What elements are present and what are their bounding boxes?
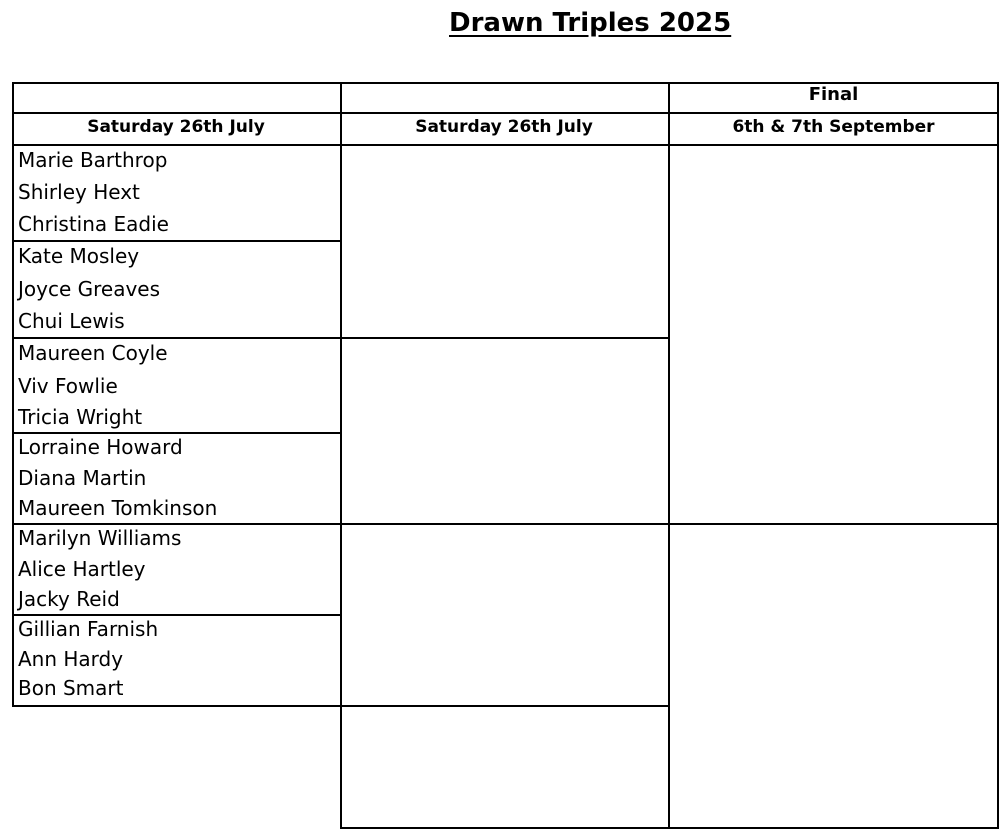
- date-col-1: Saturday 26th July: [87, 117, 265, 137]
- date-col-2: Saturday 26th July: [415, 117, 593, 137]
- player-name: Lorraine Howard: [18, 435, 183, 459]
- player-name: Alice Hartley: [18, 557, 146, 581]
- title-area: [0, 0, 999, 50]
- round-label-final: Final: [808, 84, 859, 105]
- date-col-3: 6th & 7th September: [732, 117, 935, 137]
- header-divider: [12, 112, 999, 114]
- player-name: Shirley Hext: [18, 180, 140, 204]
- round2-box-1: [340, 144, 670, 339]
- player-name: Marilyn Williams: [18, 526, 182, 550]
- player-name: Bon Smart: [18, 676, 124, 700]
- round2-box-3: [340, 523, 670, 707]
- player-name: Gillian Farnish: [18, 617, 159, 641]
- player-name: Jacky Reid: [18, 587, 120, 611]
- player-name: Kate Mosley: [18, 244, 140, 268]
- final-box-1: [668, 144, 999, 525]
- player-name: Marie Barthrop: [18, 148, 168, 172]
- player-name: Maureen Coyle: [18, 341, 168, 365]
- round2-box-4: [340, 705, 670, 829]
- player-name: Maureen Tomkinson: [18, 496, 218, 520]
- round2-box-2: [340, 337, 670, 525]
- player-name: Joyce Greaves: [18, 277, 161, 301]
- page-title: Drawn Triples 2025: [449, 8, 732, 38]
- player-name: Ann Hardy: [18, 647, 124, 671]
- final-box-2: [668, 523, 999, 829]
- player-name: Diana Martin: [18, 466, 147, 490]
- player-name: Chui Lewis: [18, 309, 125, 333]
- player-name: Christina Eadie: [18, 212, 169, 236]
- player-name: Tricia Wright: [18, 405, 143, 429]
- player-name: Viv Fowlie: [18, 374, 118, 398]
